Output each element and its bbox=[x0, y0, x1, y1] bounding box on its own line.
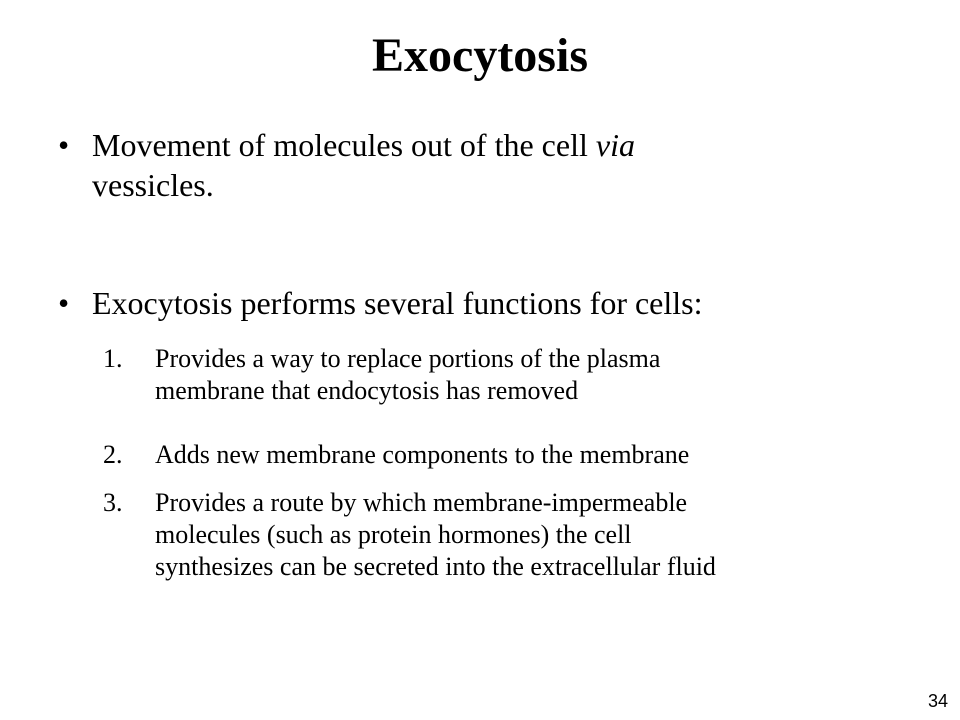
function-text bbox=[155, 487, 915, 583]
bullet-text-italic: via bbox=[595, 127, 635, 163]
function-line: Provides a route by which membrane-impermeable bbox=[155, 488, 688, 517]
bullet-marker: • bbox=[58, 285, 70, 321]
bullet-text-line2: vessicles. bbox=[92, 167, 214, 203]
function-number: 3. bbox=[103, 488, 123, 517]
bullet-text bbox=[92, 125, 912, 205]
function-line: molecules (such as protein hormones) the cell bbox=[155, 520, 632, 549]
bullet-marker: • bbox=[58, 127, 70, 163]
page-number: 34 bbox=[927, 691, 948, 711]
function-line: membrane that endocytosis has removed bbox=[155, 376, 579, 405]
function-number: 1. bbox=[103, 344, 123, 373]
slide-title: Exocytosis bbox=[372, 29, 588, 82]
function-text bbox=[155, 439, 915, 471]
function-text bbox=[155, 343, 915, 407]
function-line: Provides a way to replace portions of the plasma bbox=[155, 344, 661, 373]
function-line: Adds new membrane components to the membrane bbox=[155, 440, 690, 469]
function-number: 2. bbox=[103, 440, 123, 469]
bullet-text: Exocytosis performs several functions for cells: bbox=[92, 285, 703, 321]
function-line: synthesizes can be secreted into the extracellular fluid bbox=[155, 552, 716, 581]
bullet-text-part: Movement of molecules out of the cell bbox=[92, 127, 596, 163]
